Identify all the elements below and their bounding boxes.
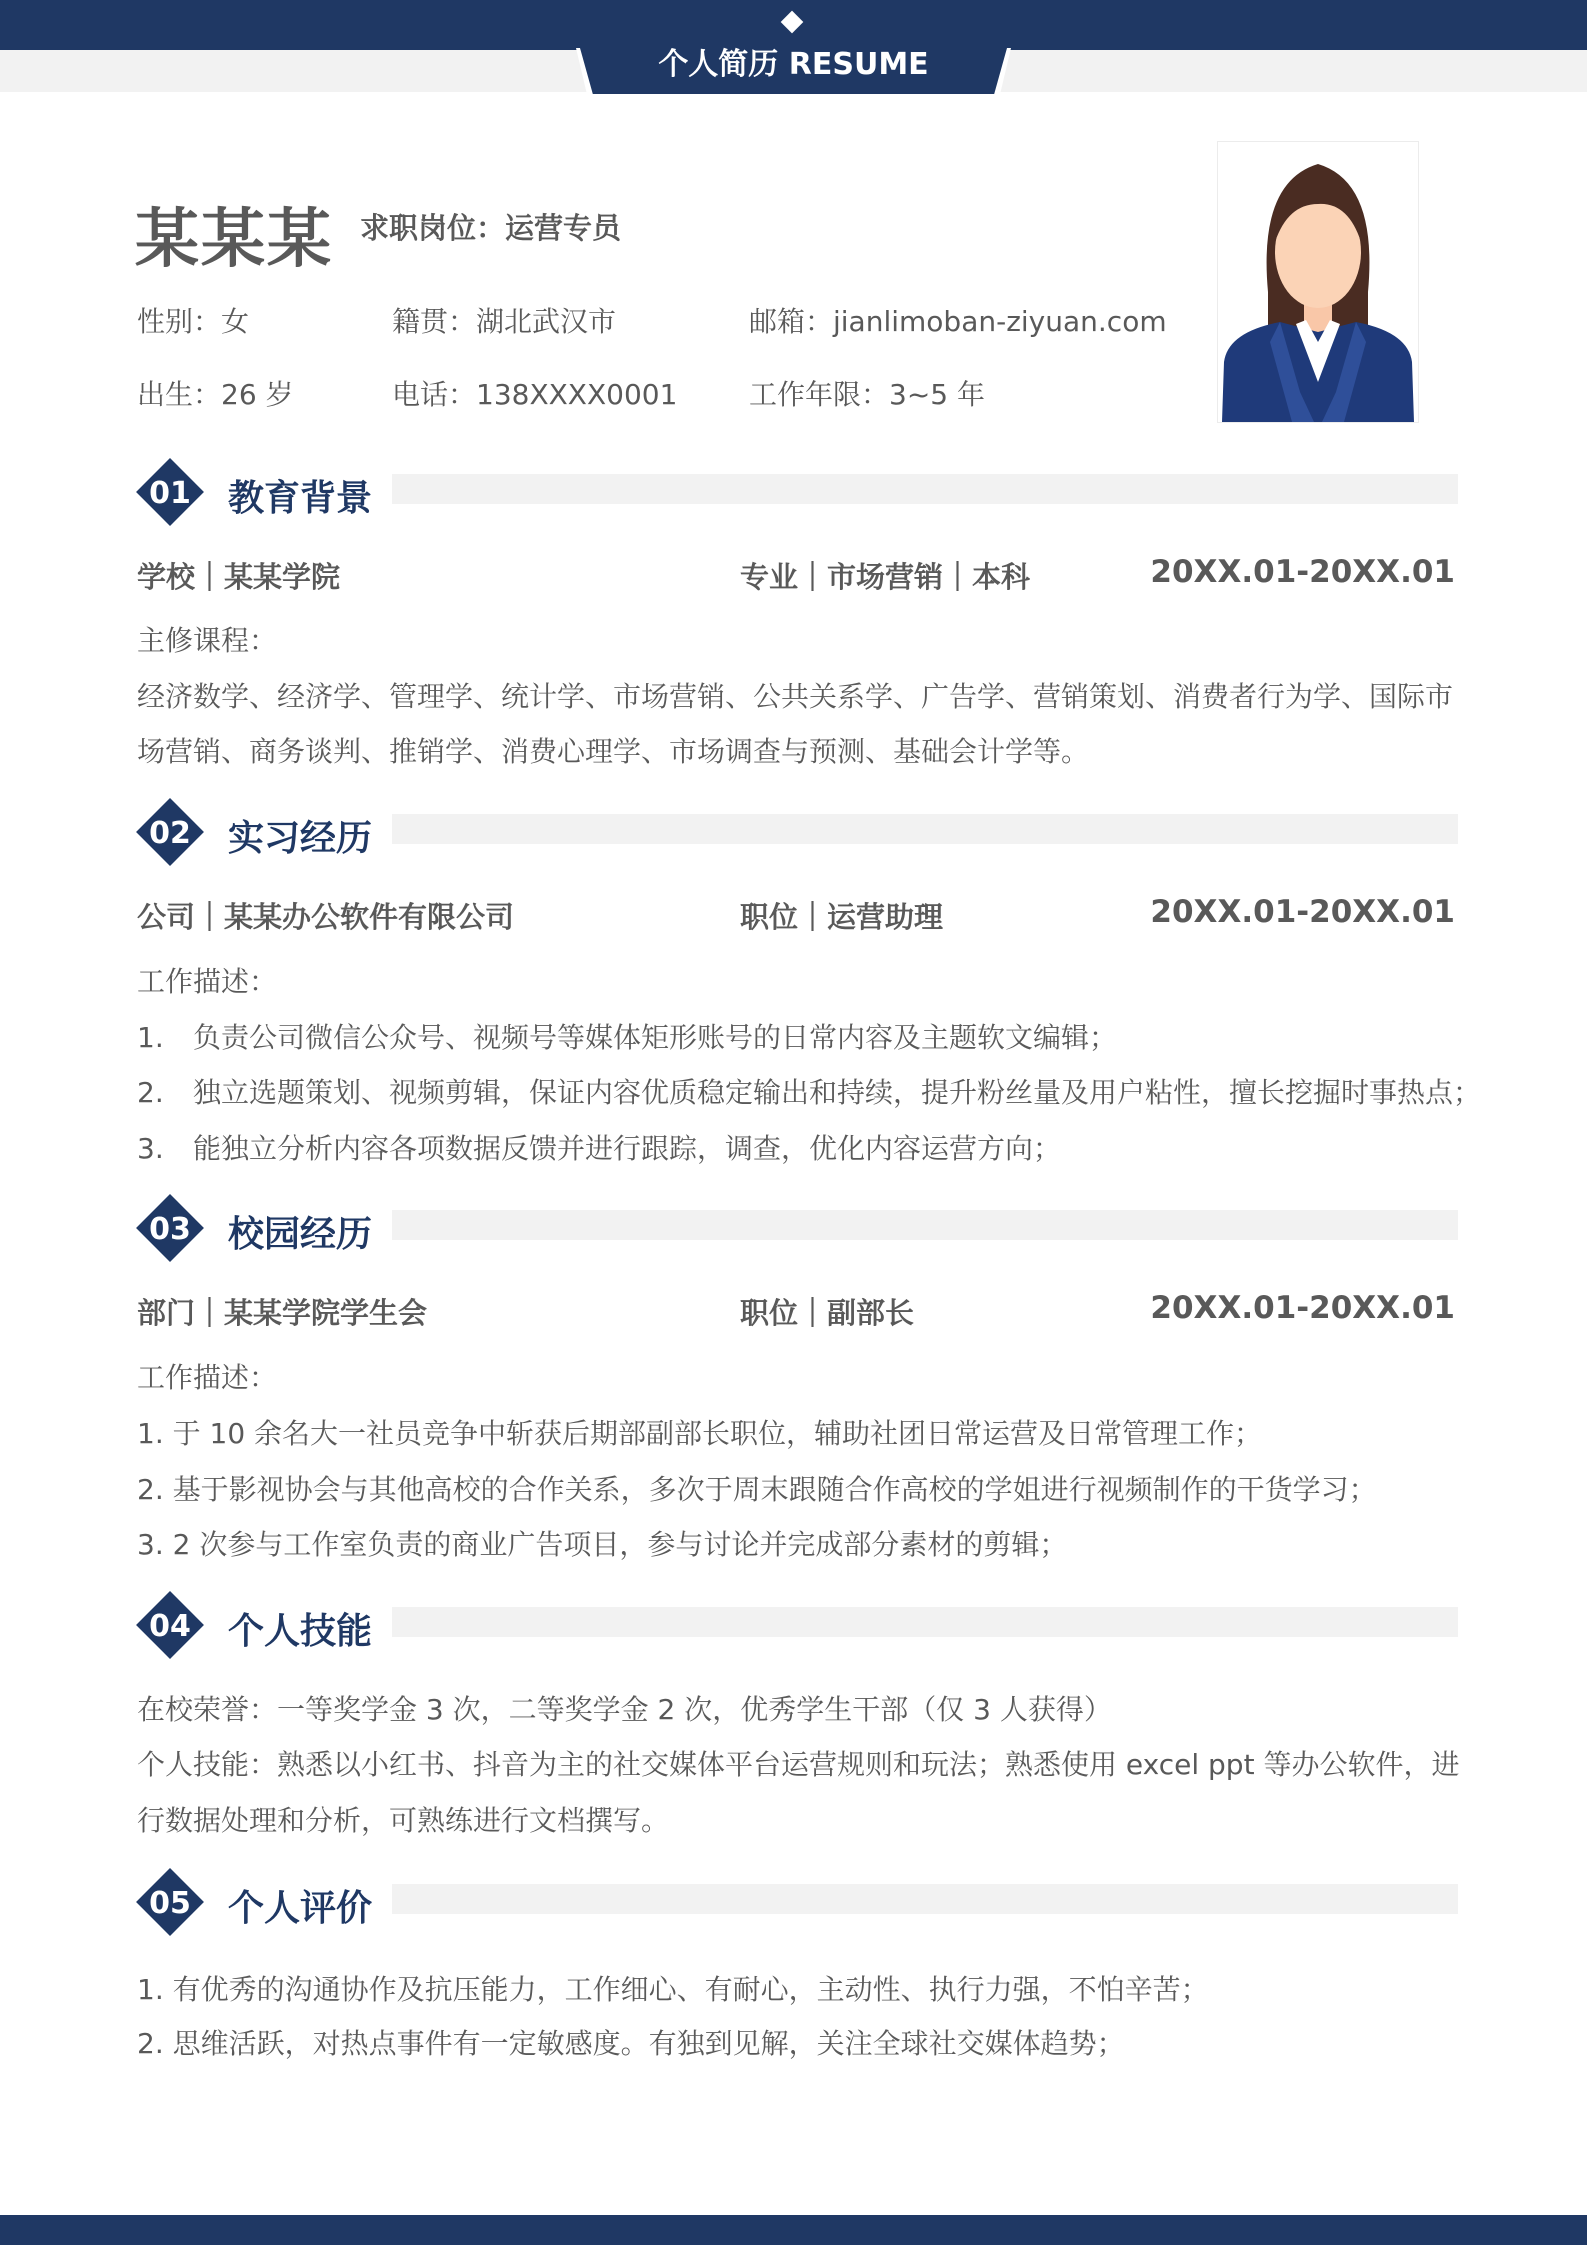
education-date: 20XX.01-20XX.01: [1150, 554, 1455, 590]
campus-date: 20XX.01-20XX.01: [1150, 1290, 1455, 1326]
section-internship-header: [140, 802, 1458, 874]
birth-info: 出生：26 岁: [137, 378, 294, 411]
bottom-bar: [0, 2215, 1587, 2245]
list-item: 2. 思维活跃，对热点事件有一定敏感度。有独到见解，关注全球社交媒体趋势；: [137, 2027, 1125, 2060]
email-info: 邮箱：jianlimoban-ziyuan.com: [749, 305, 1167, 338]
position: 职位｜运营助理: [740, 900, 944, 934]
skills-line: 行数据处理和分析，可熟练进行文档撰写。: [137, 1804, 670, 1837]
section-title: 校园经历: [228, 1214, 373, 1255]
skills-line: 个人技能：熟悉以小红书、抖音为主的社交媒体平台运营规则和玩法；熟悉使用 excel ppt 等办公软件，进: [137, 1748, 1460, 1781]
list-item: 1. 于 10 余名大一社员竞争中斩获后期部副部长职位，辅助社团日常运营及日常管理工作；: [137, 1417, 1263, 1450]
department: 部门｜某某学院学生会: [137, 1296, 428, 1330]
courses-line: 经济数学、经济学、管理学、统计学、市场营销、公共关系学、广告学、营销策划、消费者行为学、国际市: [137, 680, 1454, 713]
honors: 在校荣誉：一等奖学金 3 次，二等奖学金 2 次，优秀学生干部（仅 3 人获得）: [137, 1693, 1112, 1726]
desc-label: 工作描述：: [137, 965, 278, 998]
gender-info: 性别：女: [137, 305, 250, 338]
school: 学校｜某某学院: [137, 560, 341, 594]
section-bar: [392, 814, 1458, 844]
section-title: 个人评价: [228, 1888, 373, 1929]
desc-label: 工作描述：: [137, 1361, 278, 1394]
list-item: 1. 负责公司微信公众号、视频号等媒体矩形账号的日常内容及主题软文编辑；: [137, 1021, 1118, 1054]
internship-date: 20XX.01-20XX.01: [1150, 894, 1455, 930]
section-bar: [392, 1884, 1458, 1914]
years-info: 工作年限：3~5 年: [749, 378, 985, 411]
section-campus-header: [140, 1198, 1458, 1270]
section-bar: [392, 474, 1458, 504]
section-number: 02: [149, 816, 191, 851]
list-item: 1. 有优秀的沟通协作及抗压能力，工作细心、有耐心，主动性、执行力强，不怕辛苦；: [137, 1973, 1209, 2006]
list-item: 3. 能独立分析内容各项数据反馈并进行跟踪，调查，优化内容运营方向；: [137, 1132, 1062, 1165]
section-number: 03: [149, 1212, 191, 1247]
position: 职位｜副部长: [740, 1296, 915, 1330]
profile-photo: [1217, 141, 1419, 423]
courses-line: 场营销、商务谈判、推销学、消费心理学、市场调查与预测、基础会计学等。: [137, 735, 1090, 768]
section-title: 个人技能: [228, 1611, 373, 1652]
list-item: 2. 基于影视协会与其他高校的合作关系，多次于周末跟随合作高校的学姐进行视频制作的干货学习；: [137, 1473, 1377, 1506]
major: 专业｜市场营销｜本科: [740, 560, 1031, 594]
avatar-icon: [1218, 142, 1418, 422]
section-title: 教育背景: [228, 478, 373, 519]
candidate-name: 某某某: [135, 203, 333, 277]
company: 公司｜某某办公软件有限公司: [137, 900, 515, 934]
section-evaluation-header: [140, 1872, 1458, 1944]
section-title: 实习经历: [228, 818, 373, 859]
section-bar: [392, 1607, 1458, 1637]
section-number: 01: [149, 476, 191, 511]
list-item: 2. 独立选题策划、视频剪辑，保证内容优质稳定输出和持续，提升粉丝量及用户粘性，擅长挖掘时事热点；: [137, 1076, 1482, 1109]
section-skills-header: [140, 1595, 1458, 1667]
courses-label: 主修课程：: [137, 624, 278, 657]
native-info: 籍贯：湖北武汉市: [392, 305, 617, 338]
section-bar: [392, 1210, 1458, 1240]
phone-info: 电话：138XXXX0001: [392, 378, 678, 411]
section-number: 05: [149, 1886, 191, 1921]
list-item: 3. 2 次参与工作室负责的商业广告项目，参与讨论并完成部分素材的剪辑；: [137, 1528, 1068, 1561]
section-number: 04: [149, 1609, 191, 1644]
job-target: 求职岗位：运营专员: [360, 211, 622, 245]
section-education-header: [140, 462, 1458, 534]
page-title: 个人简历 RESUME: [658, 47, 929, 82]
